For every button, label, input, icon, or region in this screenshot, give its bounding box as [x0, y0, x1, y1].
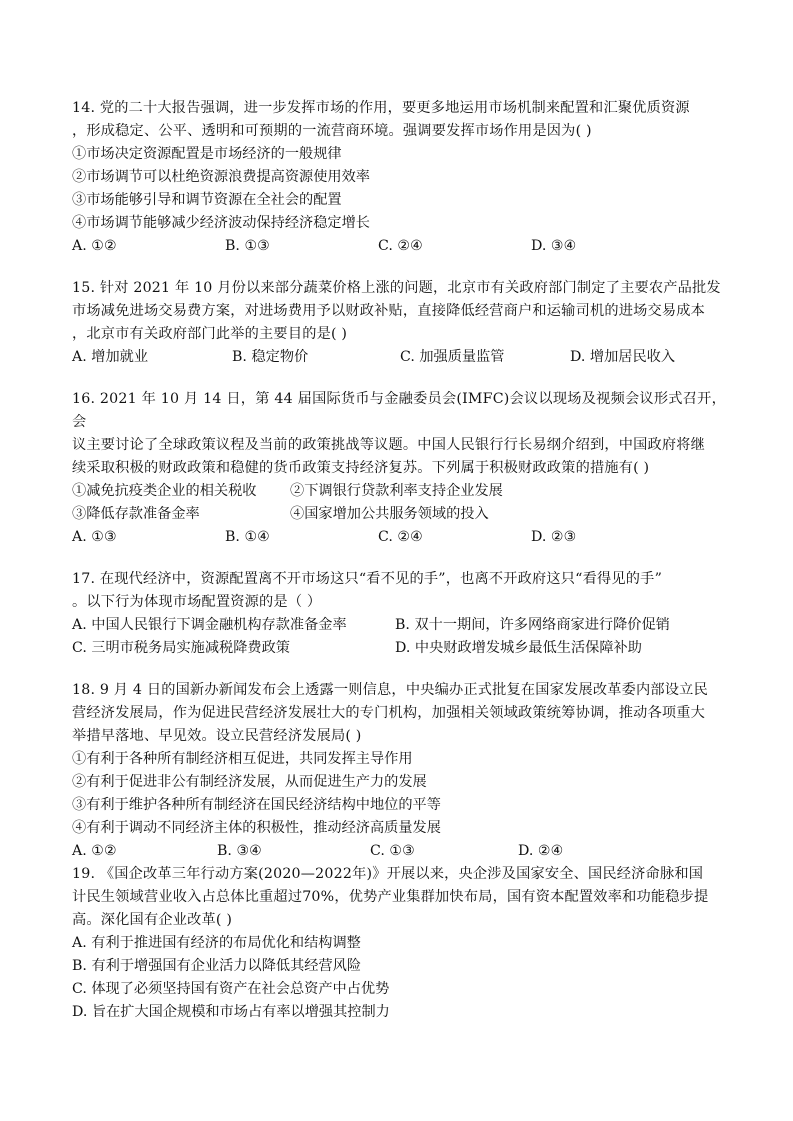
question-16: [72, 388, 726, 549]
q18-choice-d: D. ②④: [518, 843, 564, 859]
q19-choice-c: C. 体现了必须坚持国有资产在社会总资产中占优势: [72, 981, 390, 997]
spacer: [72, 369, 726, 388]
q15-choice-a: A. 增加就业: [72, 349, 149, 365]
q16-options-row-2: [72, 503, 726, 526]
spacer: [72, 660, 726, 679]
q16-stem-line-3: 续采取积极的财政政策和稳健的货币政策支持经济复苏。下列属于积极财政政策的措施有( ): [72, 460, 650, 476]
q14-stem-line-1: 14. 党的二十大报告强调，进一步发挥市场的作用，要更多地运用市场机制来配置和汇聚优质资源: [72, 100, 690, 116]
q14-choice-d: D. ③④: [531, 238, 577, 254]
q16-choice-d: D. ②③: [531, 529, 577, 545]
q14-choice-b: B. ①③: [225, 238, 270, 254]
q17-choice-d: D. 中央财政增发城乡最低生活保障补助: [395, 640, 642, 656]
q15-choices: [72, 346, 726, 369]
exam-page: [72, 97, 726, 1024]
q18-option-2: ②有利于促进非公有制经济发展，从而促进生产力的发展: [72, 774, 427, 790]
q16-choice-a: A. ①③: [72, 529, 117, 545]
q15-choice-c: C. 加强质量监管: [400, 349, 505, 365]
q15-stem-line-3: ，北京市有关政府部门此举的主要目的是( ): [72, 326, 348, 342]
q14-option-4: ④市场调节能够减少经济波动保持经济稳定增长: [72, 215, 370, 231]
q15-choice-d: D. 增加居民收入: [570, 349, 676, 365]
q18-choice-b: B. ③④: [217, 843, 262, 859]
q18-choices: [72, 840, 726, 863]
question-17: [72, 568, 726, 660]
q17-choice-c: C. 三明市税务局实施减税降费政策: [72, 640, 290, 656]
q18-stem-line-3: 举措早落地、早见效。设立民营经济发展局( ): [72, 728, 362, 744]
question-19: [72, 863, 726, 1024]
q17-choice-a: A. 中国人民银行下调金融机构存款准备金率: [72, 617, 347, 633]
q16-choices: [72, 526, 726, 549]
q16-options-row-1: [72, 480, 726, 503]
q16-option-2: ②下调银行贷款利率支持企业发展: [290, 483, 503, 499]
q19-choice-a: A. 有利于推进国有经济的布局优化和结构调整: [72, 935, 361, 951]
q16-choice-c: C. ②④: [378, 529, 423, 545]
spacer: [72, 258, 726, 277]
q14-choice-c: C. ②④: [378, 238, 423, 254]
question-14: [72, 97, 726, 258]
q16-option-4: ④国家增加公共服务领域的投入: [290, 506, 489, 522]
q14-stem-line-2: ，形成稳定、公平、透明和可预期的一流营商环境。强调要发挥市场作用是因为( ): [72, 123, 592, 139]
q19-choice-d: D. 旨在扩大国企规模和市场占有率以增强其控制力: [72, 1004, 390, 1020]
q15-choice-b: B. 稳定物价: [232, 349, 309, 365]
q18-stem-line-1: 18. 9 月 4 日的国新办新闻发布会上透露一则信息，中央编办正式批复在国家发展改革委内部设立民: [72, 682, 708, 698]
q16-option-3: ③降低存款准备金率: [72, 506, 200, 522]
q18-option-3: ③有利于维护各种所有制经济在国民经济结构中地位的平等: [72, 797, 441, 813]
q17-stem-line-2: 。以下行为体现市场配置资源的是（ ）: [72, 594, 322, 610]
q19-choice-b: B. 有利于增强国有企业活力以降低其经营风险: [72, 958, 362, 974]
q14-option-1: ①市场决定资源配置是市场经济的一般规律: [72, 146, 342, 162]
q19-stem-line-2: 计民生领域营业收入占总体比重超过70%，优势产业集群加快布局，国有资本配置效率和功能稳步提: [72, 889, 709, 905]
q17-choices-row-1: [72, 614, 726, 637]
q18-option-4: ④有利于调动不同经济主体的积极性，推动经济高质量发展: [72, 820, 441, 836]
q19-stem-line-3: 高。深化国有企业改革( ): [72, 912, 233, 928]
q16-choice-b: B. ①④: [225, 529, 270, 545]
q15-stem-line-1: 15. 针对 2021 年 10 月份以来部分蔬菜价格上涨的问题，北京市有关政府部门制定了主要农产品批发: [72, 280, 721, 296]
q18-choice-c: C. ①③: [370, 843, 415, 859]
q14-choice-a: A. ①②: [72, 238, 117, 254]
q17-choice-b: B. 双十一期间，许多网络商家进行降价促销: [395, 617, 670, 633]
q14-choices: [72, 235, 726, 258]
q18-option-1: ①有利于各种所有制经济相互促进，共同发挥主导作用: [72, 751, 413, 767]
question-18: [72, 679, 726, 863]
q17-stem-line-1: 17. 在现代经济中，资源配置离不开市场这只“看不见的手”，也离不开政府这只“看得见的手”: [72, 571, 663, 587]
q14-option-3: ③市场能够引导和调节资源在全社会的配置: [72, 192, 342, 208]
q16-stem-line-2: 议主要讨论了全球政策议程及当前的政策挑战等议题。中国人民银行行长易纲介绍到，中国政府将继: [72, 437, 706, 453]
q14-option-2: ②市场调节可以杜绝资源浪费提高资源使用效率: [72, 169, 370, 185]
spacer: [72, 549, 726, 568]
question-15: [72, 277, 726, 369]
q16-stem-line-1: 16. 2021 年 10 月 14 日，第 44 届国际货币与金融委员会(IMFC)会议以现场及视频会议形式召开，会: [72, 391, 726, 430]
q18-stem-line-2: 营经济发展局，作为促进民营经济发展壮大的专门机构，加强相关领域政策统筹协调，推动各项重大: [72, 705, 706, 721]
q16-option-1: ①减免抗疫类企业的相关税收: [72, 483, 257, 499]
q15-stem-line-2: 市场减免进场交易费方案，对进场费用予以财政补贴，直接降低经营商户和运输司机的进场交易成本: [72, 303, 706, 319]
q18-choice-a: A. ①②: [72, 843, 117, 859]
q19-stem-line-1: 19. 《国企改革三年行动方案(2020—2022年)》开展以来，央企涉及国家安全、国民经济命脉和国: [72, 866, 704, 882]
q17-choices-row-2: [72, 637, 726, 660]
